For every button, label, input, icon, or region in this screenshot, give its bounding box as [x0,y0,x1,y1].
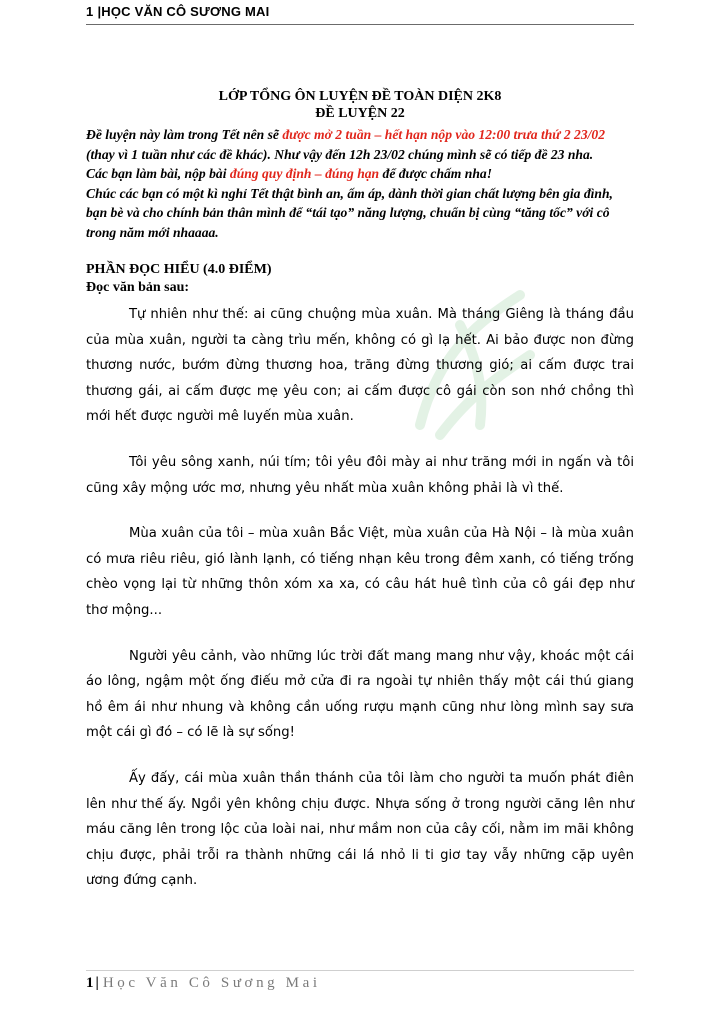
intro-paragraph-1 [86,125,634,164]
page-footer [86,970,634,992]
header-text: |HỌC VĂN CÔ SƯƠNG MAI [97,4,270,19]
header-page-number: 1 [86,4,94,19]
document-body [86,84,634,894]
intro-p1-text-b: (thay vì 1 tuần như các đề khác). Như vậy đến 12h 23/02 chúng mình sẽ có tiếp đề 23 nha. [86,146,594,162]
passage-paragraph-5: Ấy đấy, cái mùa xuân thần thánh của tôi làm cho người ta muốn phát điên lên như thế ấy. Ngồi yên không chịu được. Nhựa sống ở trong người căng lên như máu căng lên trong lộc của loài nai, như mầm non của cây cối, nằm im mãi không chịu được, phải trỗi ra thành những cái lá nhỏ li ti giơ tay vẫy những cặp uyên ương đứng cạnh. [86,770,634,889]
footer-text: Học Văn Cô Sương Mai [102,975,321,991]
intro-paragraph-2 [86,164,634,184]
document-title [86,88,634,122]
passage-paragraph-1: Tự nhiên như thế: ai cũng chuộng mùa xuân. Mà tháng Giêng là tháng đầu của mùa xuân, người ta càng trìu mến, không có gì lạ hết. Ai bảo được non đừng thương nước, bướm đừng thương hoa, trăng đừng thương gió; ai cấm được trai thương gái, ai cấm được mẹ yêu con; ai cấm được cô gái còn son nhớ chồng thì mới hết được người mê luyến mùa xuân. [86,307,634,425]
section-title: PHẦN ĐỌC HIỂU (4.0 ĐIỂM) [86,262,272,277]
section-subtitle: Đọc văn bản sau: [86,280,190,295]
intro-paragraph-3: Chúc các bạn có một kì nghỉ Tết thật bình an, ấm áp, dành thời gian chất lượng bên gia đình, bạn bè và cho chính bản thân mình để “tái tạo” năng lượng, chuẩn bị cùng “tăng tốc” với cô trong năm mới nhaaaa. [86,185,613,240]
intro-notice [86,125,634,242]
intro-p1-text-a: Đề luyện này làm trong Tết nên sẽ [86,127,283,142]
intro-p2-highlight: đúng quy định – đúng hạn [229,166,380,181]
title-line-2: ĐỀ LUYỆN 22 [315,106,405,121]
page-header [86,2,634,25]
footer-separator: | [95,975,99,991]
footer-page-number: 1 [86,975,94,991]
passage-paragraph-2: Tôi yêu sông xanh, núi tím; tôi yêu đôi mày ai như trăng mới in ngấn và tôi cũng xây mộng ước mơ, nhưng yêu nhất mùa xuân không phải là vì thế. [86,454,634,496]
intro-p2-text-b: để được chấm nha! [379,166,492,181]
passage-paragraph-3: Mùa xuân của tôi – mùa xuân Bắc Việt, mùa xuân của Hà Nội – là mùa xuân có mưa riêu riêu, gió lành lạnh, có tiếng nhạn kêu trong đêm xanh, có tiếng trống chèo vọng lại từ những thôn xóm xa xa, có câu hát huê tình của cô gái đẹp như thơ mộng... [86,526,634,618]
intro-p1-highlight: được mở 2 tuần – hết hạn nộp vào 12:00 trưa thứ 2 23/02 [282,127,605,142]
title-line-1: LỚP TỔNG ÔN LUYỆN ĐỀ TOÀN DIỆN 2K8 [218,89,502,104]
intro-p2-text-a: Các bạn làm bài, nộp bài [86,166,230,181]
passage-paragraph-4: Người yêu cảnh, vào những lúc trời đất mang mang như vậy, khoác một cái áo lông, ngậm một ống điếu mở cửa đi ra ngoài tự nhiên thấy một cái thú giang hồ êm ái như nhung và không cần uống rượu mạnh cũng như lòng mình say sưa một cái gì đó – có lẽ là sự sống! [86,648,634,741]
